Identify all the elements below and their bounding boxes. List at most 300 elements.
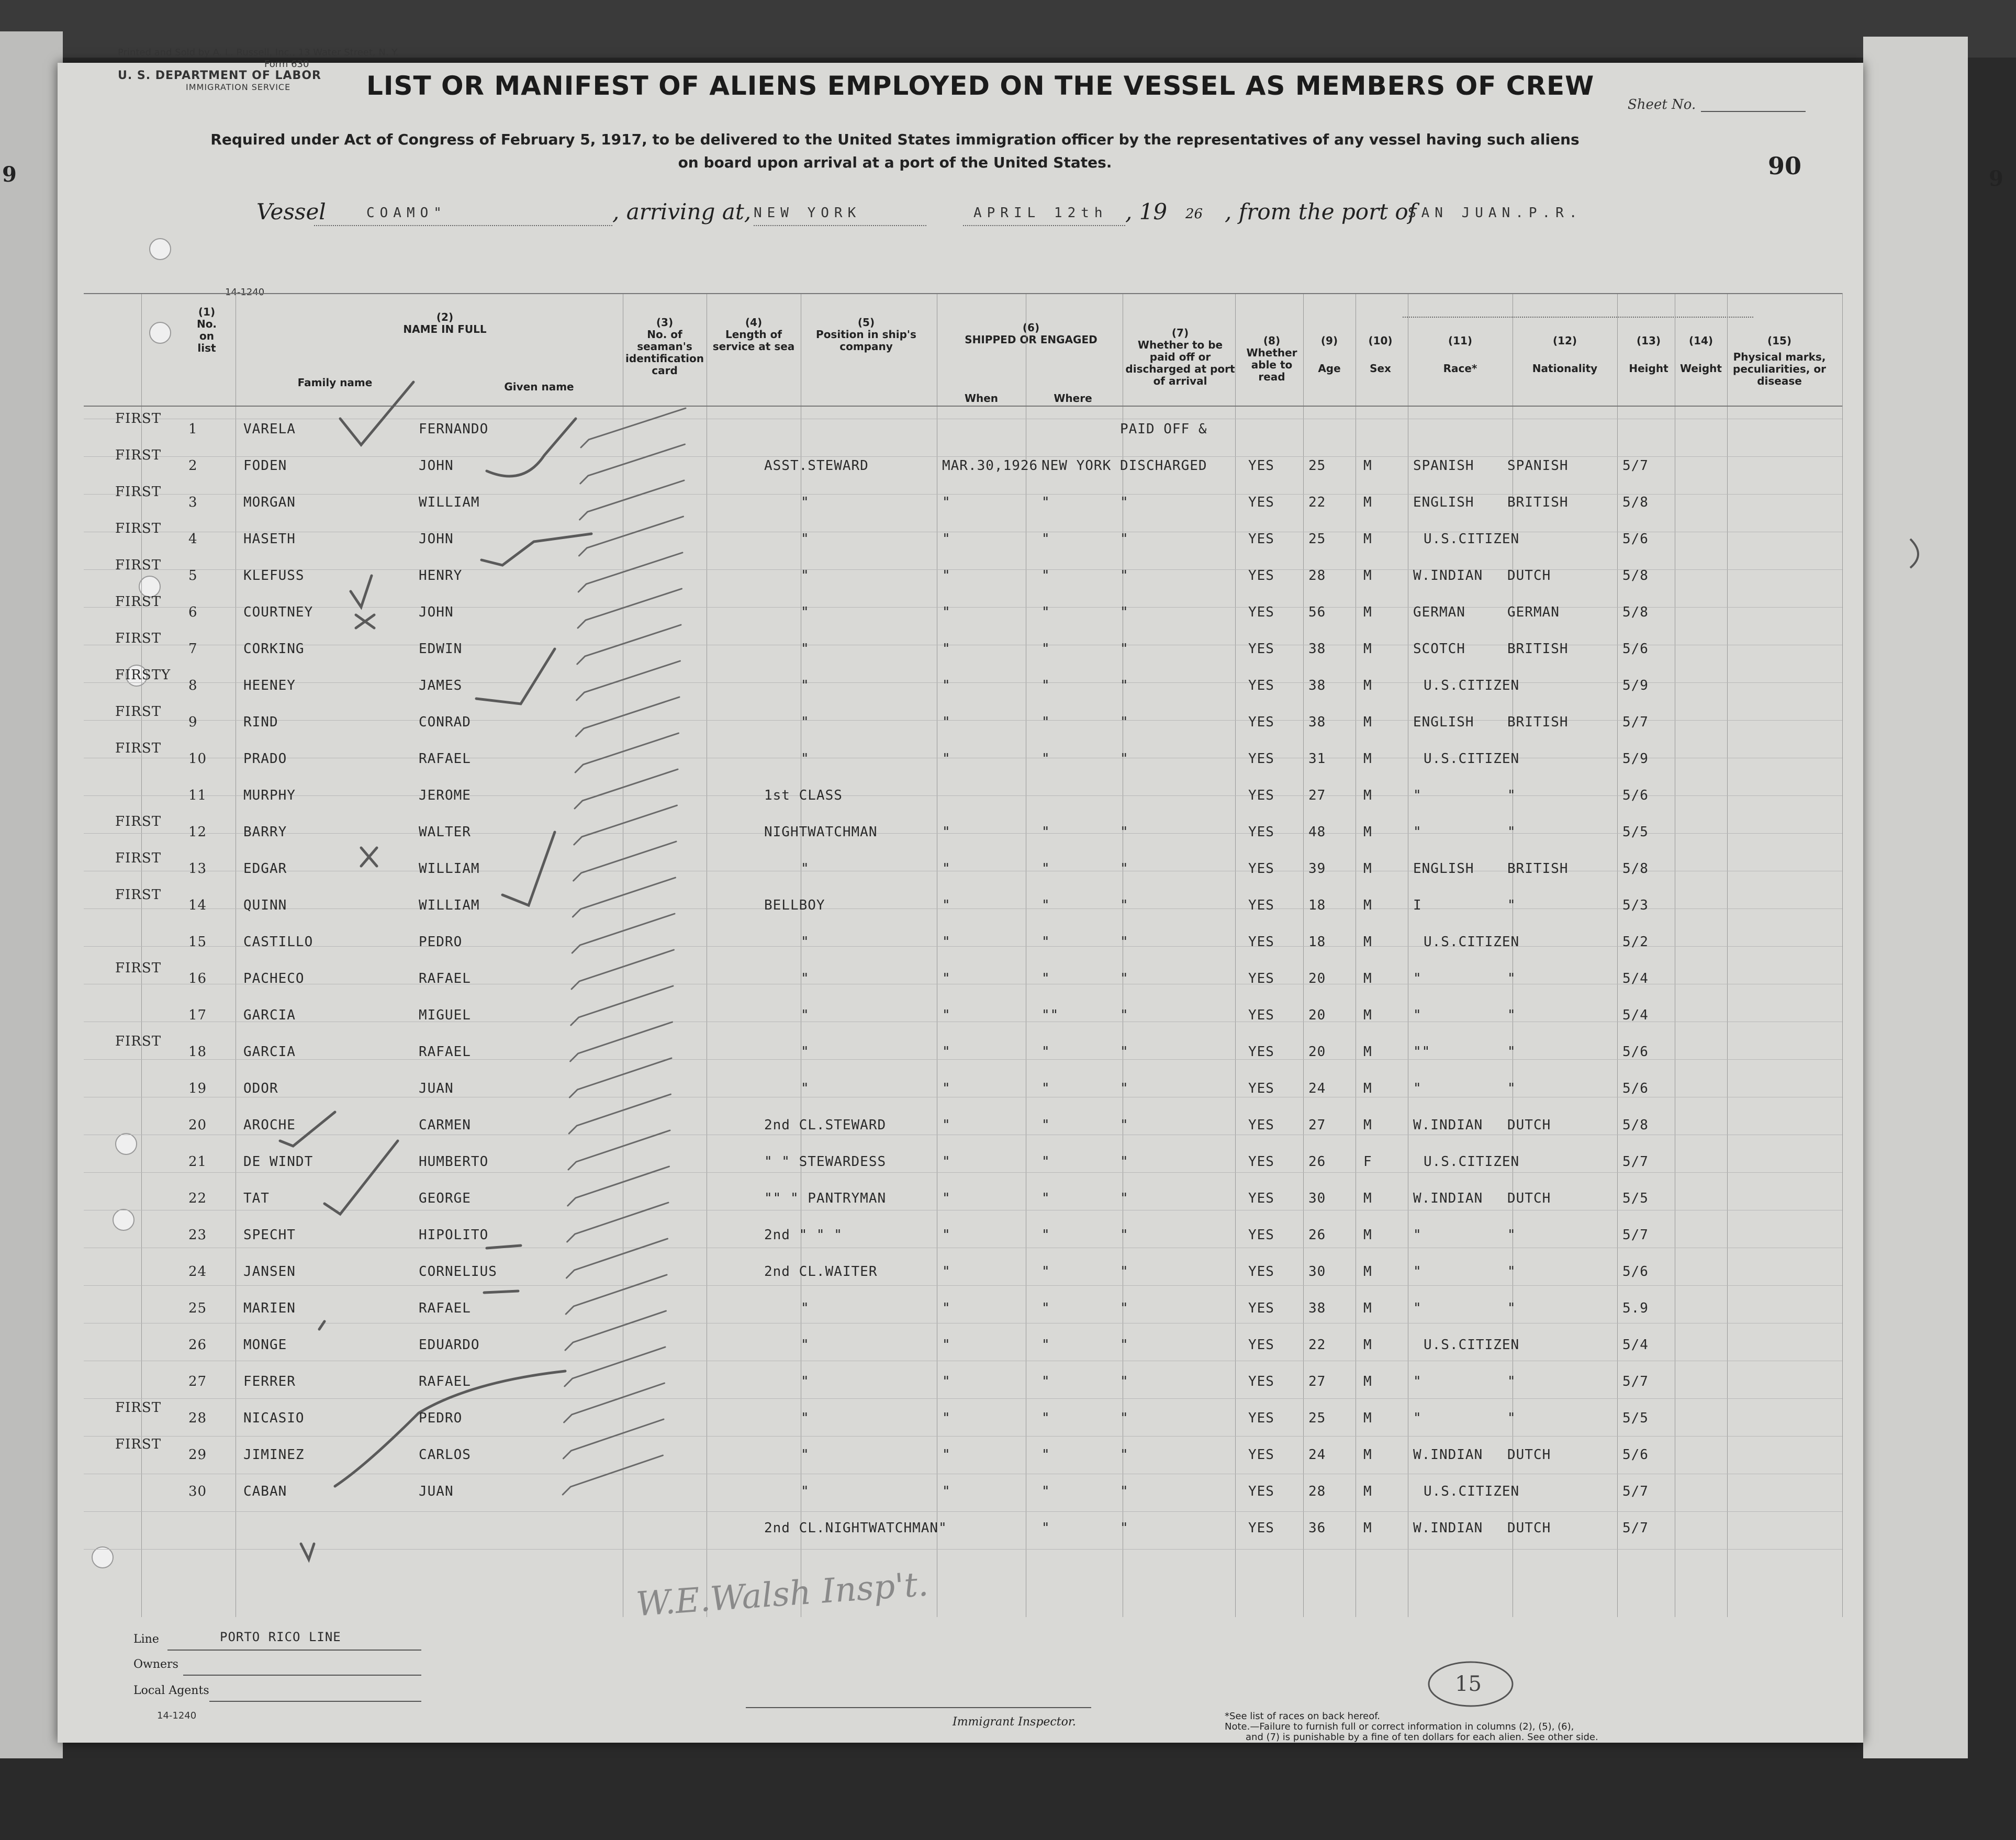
local-agents-label: Local Agents xyxy=(133,1684,209,1697)
sex: M xyxy=(1363,788,1372,803)
row-rule xyxy=(84,908,1842,909)
family-name: PACHECO xyxy=(243,971,305,986)
age: 27 xyxy=(1308,788,1326,803)
race: " xyxy=(1413,971,1422,986)
given-name: PEDRO xyxy=(419,934,463,950)
position: BELLBOY xyxy=(764,897,825,913)
family-name-header: Family name xyxy=(297,376,373,389)
sex: M xyxy=(1363,824,1372,840)
inspector-label: Immigrant Inspector. xyxy=(953,1715,1076,1729)
given-name: GEORGE xyxy=(419,1191,471,1206)
height: 5/6 xyxy=(1622,1081,1649,1096)
able-to-read: YES xyxy=(1248,1447,1274,1463)
sex: M xyxy=(1363,1300,1372,1316)
row-marker: FIRST xyxy=(115,411,162,427)
height: 5.9 xyxy=(1622,1300,1649,1316)
paid-off: " xyxy=(1120,1520,1129,1536)
line-value: PORTO RICO LINE xyxy=(220,1630,341,1644)
shipped-where: " xyxy=(1041,1227,1050,1243)
shipped-when: " xyxy=(942,824,951,840)
shipped-where: " xyxy=(1041,714,1050,730)
family-name: CABAN xyxy=(243,1484,287,1499)
shipped-when: " xyxy=(942,1447,951,1463)
binder-hole xyxy=(149,238,171,260)
row-number: 6 xyxy=(188,604,198,620)
height: 5/7 xyxy=(1622,714,1649,730)
family-name: ODOR xyxy=(243,1081,278,1096)
able-to-read: YES xyxy=(1248,897,1274,913)
given-name: WALTER xyxy=(419,824,471,840)
position: " xyxy=(801,1337,810,1353)
row-rule xyxy=(84,833,1842,834)
able-to-read: YES xyxy=(1248,568,1274,584)
shipped-when: " xyxy=(942,1227,951,1243)
shipped-when: " xyxy=(942,897,951,913)
adjacent-page-left xyxy=(0,31,63,1758)
paid-off: " xyxy=(1120,1007,1129,1023)
family-name: AROCHE xyxy=(243,1117,296,1133)
able-to-read: YES xyxy=(1248,1410,1274,1426)
paid-off: " xyxy=(1120,678,1129,693)
when-header: When xyxy=(964,392,999,405)
race: U.S.CITIZEN xyxy=(1424,934,1520,950)
height: 5/4 xyxy=(1622,971,1649,986)
column-rule xyxy=(1235,293,1236,1617)
given-name: HIPOLITO xyxy=(419,1227,489,1243)
sex: M xyxy=(1363,1264,1372,1280)
shipped-when: " xyxy=(942,1264,951,1280)
height: 5/7 xyxy=(1622,1227,1649,1243)
document-subtitle: Required under Act of Congress of February 5, 1917, to be delivered to the United States immigration officer by the representatives of any vessel having such aliens on board upon arrival at a port of the United States. xyxy=(210,131,1580,171)
position: " xyxy=(801,1300,810,1316)
position: " xyxy=(801,568,810,584)
race: ENGLISH xyxy=(1413,495,1474,510)
race: " xyxy=(1413,1410,1422,1426)
shipped-when: " xyxy=(942,971,951,986)
shipped-where: " xyxy=(1041,1484,1050,1499)
departure-port: SAN JUAN.P.R. xyxy=(1408,205,1583,221)
position: " xyxy=(801,641,810,657)
paid-off: " xyxy=(1120,1484,1129,1499)
nationality: " xyxy=(1507,971,1516,986)
date-underline xyxy=(963,225,1125,226)
vessel-name: COAMO" xyxy=(366,205,447,221)
shipped-where: " xyxy=(1041,568,1050,584)
race: " xyxy=(1413,824,1422,840)
row-marker: FIRST xyxy=(115,594,162,610)
able-to-read: YES xyxy=(1248,824,1274,840)
where-header: Where xyxy=(1054,392,1092,405)
col6-header: (6) SHIPPED OR ENGAGED xyxy=(965,321,1097,346)
shipped-when: " xyxy=(942,1044,951,1060)
race: " xyxy=(1413,1374,1422,1389)
shipped-when: " xyxy=(942,861,951,877)
able-to-read: YES xyxy=(1248,971,1274,986)
position: 2nd CL.WAITER xyxy=(764,1264,878,1280)
family-name: VARELA xyxy=(243,421,296,437)
row-number: 3 xyxy=(188,495,198,510)
sex: F xyxy=(1363,1154,1372,1170)
height: 5/5 xyxy=(1622,824,1649,840)
height: 5/7 xyxy=(1622,1520,1649,1536)
height: 5/9 xyxy=(1622,751,1649,767)
column-rule xyxy=(1303,293,1304,1617)
sex: M xyxy=(1363,1227,1372,1243)
row-number: 18 xyxy=(188,1044,207,1060)
nationality: SPANISH xyxy=(1507,458,1569,474)
family-name: HEENEY xyxy=(243,678,296,693)
race: " xyxy=(1413,1081,1422,1096)
department-name: U. S. DEPARTMENT OF LABOR xyxy=(118,69,321,82)
row-number: 24 xyxy=(188,1264,207,1280)
age: 24 xyxy=(1308,1081,1326,1096)
shipped-where: " xyxy=(1041,1044,1050,1060)
shipped-where: " xyxy=(1041,1264,1050,1280)
paid-off: " xyxy=(1120,1447,1129,1463)
nationality: " xyxy=(1507,1044,1516,1060)
paid-off: " xyxy=(1120,1410,1129,1426)
age: 20 xyxy=(1308,971,1326,986)
sex: M xyxy=(1363,531,1372,547)
line-underline xyxy=(167,1650,421,1651)
col13-header: (13) Height xyxy=(1629,334,1668,375)
shipped-when: " xyxy=(942,641,951,657)
age: 26 xyxy=(1308,1154,1326,1170)
shipped-when: " xyxy=(942,1117,951,1133)
nationality: " xyxy=(1507,1007,1516,1023)
age: 18 xyxy=(1308,897,1326,913)
sex: M xyxy=(1363,971,1372,986)
race: " xyxy=(1413,1264,1422,1280)
height: 5/8 xyxy=(1622,495,1649,510)
paid-off: " xyxy=(1120,934,1129,950)
col14-header: (14) Weight xyxy=(1680,334,1722,375)
position: " xyxy=(801,604,810,620)
paid-off: " xyxy=(1120,1117,1129,1133)
nationality: " xyxy=(1507,1374,1516,1389)
form-number: Form 630 xyxy=(264,59,309,70)
age: 18 xyxy=(1308,934,1326,950)
sex: M xyxy=(1363,458,1372,474)
age: 30 xyxy=(1308,1264,1326,1280)
col12-header: (12) Nationality xyxy=(1532,334,1598,375)
owners-underline xyxy=(183,1675,421,1676)
given-name: CORNELIUS xyxy=(419,1264,497,1280)
age: 38 xyxy=(1308,714,1326,730)
able-to-read: YES xyxy=(1248,1191,1274,1206)
from-port-label: , from the port of xyxy=(1225,199,1417,225)
age: 38 xyxy=(1308,678,1326,693)
position: "" " PANTRYMAN xyxy=(764,1191,887,1206)
row-rule xyxy=(84,607,1842,608)
shipped-where: " xyxy=(1041,1520,1050,1536)
age: 20 xyxy=(1308,1044,1326,1060)
position: NIGHTWATCHMAN xyxy=(764,824,878,840)
race: " xyxy=(1413,1227,1422,1243)
paid-off: " xyxy=(1120,568,1129,584)
able-to-read: YES xyxy=(1248,641,1274,657)
row-marker: FIRST xyxy=(115,850,162,866)
given-name: WILLIAM xyxy=(419,495,480,510)
row-marker: FIRST xyxy=(115,1437,162,1452)
position: " xyxy=(801,971,810,986)
sheet-number-line xyxy=(1701,111,1806,112)
paid-off: " xyxy=(1120,604,1129,620)
family-name: DE WINDT xyxy=(243,1154,313,1170)
row-number: 5 xyxy=(188,568,198,584)
owners-label: Owners xyxy=(133,1658,178,1671)
shipped-when: MAR.30,1926 xyxy=(942,458,1038,474)
sheet-number: 90 xyxy=(1768,152,1802,180)
row-number: 15 xyxy=(188,934,207,950)
family-name: CORKING xyxy=(243,641,305,657)
position: 1st CLASS xyxy=(764,788,843,803)
shipped-where: " xyxy=(1041,495,1050,510)
able-to-read: YES xyxy=(1248,714,1274,730)
height: 5/8 xyxy=(1622,568,1649,584)
row-number: 19 xyxy=(188,1081,207,1096)
able-to-read: YES xyxy=(1248,934,1274,950)
row-number: 11 xyxy=(188,788,207,803)
able-to-read: YES xyxy=(1248,1227,1274,1243)
given-name: RAFAEL xyxy=(419,751,471,767)
row-rule xyxy=(84,1398,1842,1399)
paid-off: " xyxy=(1120,1044,1129,1060)
position: " xyxy=(801,934,810,950)
column-rule xyxy=(1727,293,1728,1617)
height: 5/7 xyxy=(1622,1484,1649,1499)
circled-number: 15 xyxy=(1455,1672,1482,1696)
shipped-when: " xyxy=(942,1154,951,1170)
row-marker: FIRST xyxy=(115,484,162,500)
row-number: 13 xyxy=(188,861,207,877)
port-underline xyxy=(754,225,926,226)
given-name: JUAN xyxy=(419,1081,454,1096)
paid-off: " xyxy=(1120,1191,1129,1206)
vessel-label: Vessel xyxy=(256,199,326,225)
given-name-header: Given name xyxy=(504,380,574,393)
right-side-number: 9 xyxy=(1989,166,2003,191)
row-number: 4 xyxy=(188,531,198,547)
col1-header: (1) No. on list xyxy=(196,306,217,354)
shipped-when: " xyxy=(942,495,951,510)
row-number: 7 xyxy=(188,641,198,657)
row-rule xyxy=(84,1549,1842,1550)
age: 25 xyxy=(1308,531,1326,547)
paid-off: " xyxy=(1120,1081,1129,1096)
height: 5/2 xyxy=(1622,934,1649,950)
paid-off: " xyxy=(1120,897,1129,913)
height: 5/6 xyxy=(1622,641,1649,657)
row-number: 23 xyxy=(188,1227,207,1243)
able-to-read: YES xyxy=(1248,1264,1274,1280)
position: " xyxy=(801,678,810,693)
paid-off: " xyxy=(1120,531,1129,547)
able-to-read: YES xyxy=(1248,1374,1274,1389)
paid-off: " xyxy=(1120,861,1129,877)
able-to-read: YES xyxy=(1248,1081,1274,1096)
race: W.INDIAN xyxy=(1413,1191,1483,1206)
family-name: MORGAN xyxy=(243,495,296,510)
position: " xyxy=(801,751,810,767)
row-number: 25 xyxy=(188,1300,207,1316)
row-number: 1 xyxy=(188,421,198,437)
given-name: JOHN xyxy=(419,458,454,474)
shipped-when: " xyxy=(942,1374,951,1389)
row-number: 22 xyxy=(188,1191,207,1206)
family-name: GARCIA xyxy=(243,1007,296,1023)
row-marker: FIRST xyxy=(115,447,162,463)
age: 31 xyxy=(1308,751,1326,767)
given-name: RAFAEL xyxy=(419,1044,471,1060)
sex: M xyxy=(1363,495,1372,510)
family-name: JIMINEZ xyxy=(243,1447,305,1463)
given-name: CARLOS xyxy=(419,1447,471,1463)
shipped-when: " xyxy=(942,1337,951,1353)
sex: M xyxy=(1363,1447,1372,1463)
family-name: JANSEN xyxy=(243,1264,296,1280)
row-marker: FIRSTY xyxy=(115,667,171,683)
position: " xyxy=(801,714,810,730)
sex: M xyxy=(1363,641,1372,657)
sex: M xyxy=(1363,1044,1372,1060)
shipped-where: " xyxy=(1041,1447,1050,1463)
height: 5/8 xyxy=(1622,1117,1649,1133)
height: 5/6 xyxy=(1622,531,1649,547)
sex: M xyxy=(1363,861,1372,877)
row-number: 12 xyxy=(188,824,207,840)
race: GERMAN xyxy=(1413,604,1465,620)
position: " xyxy=(801,1374,810,1389)
shipped-where: " xyxy=(1041,1410,1050,1426)
row-number: 29 xyxy=(188,1447,207,1463)
header-rule xyxy=(84,293,1842,294)
row-number: 30 xyxy=(188,1484,207,1499)
sex: M xyxy=(1363,934,1372,950)
shipped-where: " xyxy=(1041,641,1050,657)
row-marker: FIRST xyxy=(115,557,162,573)
shipped-where: " xyxy=(1041,1374,1050,1389)
row-rule xyxy=(84,494,1842,495)
able-to-read: YES xyxy=(1248,861,1274,877)
row-marker: FIRST xyxy=(115,887,162,903)
row-number: 14 xyxy=(188,897,207,913)
sheet-number-label: Sheet No. xyxy=(1628,97,1696,113)
race: SPANISH xyxy=(1413,458,1474,474)
row-rule xyxy=(84,720,1842,721)
nationality: " xyxy=(1507,1410,1516,1426)
family-name: COURTNEY xyxy=(243,604,313,620)
position: " xyxy=(801,531,810,547)
race: W.INDIAN xyxy=(1413,568,1483,584)
family-name: GARCIA xyxy=(243,1044,296,1060)
race: " xyxy=(1413,788,1422,803)
row-number: 17 xyxy=(188,1007,207,1023)
row-rule xyxy=(84,682,1842,683)
column-rule xyxy=(1617,293,1618,1617)
height: 5/3 xyxy=(1622,897,1649,913)
printer-line: Printed and Sold by A. L. Russell, Inc., 13 Water Street, N. Y. xyxy=(118,47,399,58)
col2-header: (2) NAME IN FULL xyxy=(403,311,487,335)
row-rule xyxy=(84,1511,1842,1512)
row-rule xyxy=(84,1172,1842,1173)
age: 28 xyxy=(1308,568,1326,584)
race: U.S.CITIZEN xyxy=(1424,1154,1520,1170)
height: 5/4 xyxy=(1622,1007,1649,1023)
col11-header: (11) Race* xyxy=(1443,334,1477,375)
shipped-where: " xyxy=(1041,1081,1050,1096)
given-name: RAFAEL xyxy=(419,1300,471,1316)
shipped-where: " xyxy=(1041,1154,1050,1170)
shipped-when: " xyxy=(942,531,951,547)
able-to-read: YES xyxy=(1248,531,1274,547)
year-suffix: 26 xyxy=(1185,206,1203,222)
age: 30 xyxy=(1308,1191,1326,1206)
family-name: FODEN xyxy=(243,458,287,474)
age: 27 xyxy=(1308,1117,1326,1133)
able-to-read: YES xyxy=(1248,495,1274,510)
shipped-when: " xyxy=(942,678,951,693)
col7-header: (7) Whether to be paid off or discharged at port of arrival xyxy=(1125,327,1235,387)
race: I xyxy=(1413,897,1422,913)
height: 5/5 xyxy=(1622,1191,1649,1206)
race: U.S.CITIZEN xyxy=(1424,751,1520,767)
nationality: BRITISH xyxy=(1507,641,1569,657)
row-rule xyxy=(84,946,1842,947)
race: " xyxy=(1413,1007,1422,1023)
position: ASST.STEWARD xyxy=(764,458,869,474)
shipped-where: " xyxy=(1041,1300,1050,1316)
nationality: " xyxy=(1507,824,1516,840)
inspector-underline xyxy=(746,1707,1091,1708)
shipped-when: " xyxy=(942,714,951,730)
shipped-when: " xyxy=(942,568,951,584)
shipped-where: " xyxy=(1041,604,1050,620)
row-rule xyxy=(84,456,1842,457)
paid-off: " xyxy=(1120,1374,1129,1389)
position: " xyxy=(801,1484,810,1499)
given-name: HUMBERTO xyxy=(419,1154,489,1170)
col8-header: (8) Whether able to read xyxy=(1246,334,1297,383)
shipped-when: " xyxy=(942,751,951,767)
nationality: " xyxy=(1507,1300,1516,1316)
paid-off: " xyxy=(1120,1337,1129,1353)
adjacent-page-right xyxy=(1863,37,1968,1758)
given-name: CONRAD xyxy=(419,714,471,730)
given-name: JAMES xyxy=(419,678,463,693)
family-name: CASTILLO xyxy=(243,934,313,950)
col4-header: (4) Length of service at sea xyxy=(712,316,795,353)
shipped-where: " xyxy=(1041,531,1050,547)
given-name: JOHN xyxy=(419,531,454,547)
able-to-read: YES xyxy=(1248,1337,1274,1353)
sex: M xyxy=(1363,1117,1372,1133)
race: "" xyxy=(1413,1044,1431,1060)
footer-form-code: 14-1240 xyxy=(157,1710,197,1721)
able-to-read: YES xyxy=(1248,604,1274,620)
family-name: EDGAR xyxy=(243,861,287,877)
position: " xyxy=(801,1044,810,1060)
position: " xyxy=(801,1007,810,1023)
sex: M xyxy=(1363,897,1372,913)
able-to-read: YES xyxy=(1248,1300,1274,1316)
row-number: 8 xyxy=(188,678,198,693)
row-rule xyxy=(84,1285,1842,1286)
able-to-read: YES xyxy=(1248,1484,1274,1499)
given-name: HENRY xyxy=(419,568,463,584)
manifest-table xyxy=(84,293,1842,1617)
paid-off: " xyxy=(1120,714,1129,730)
